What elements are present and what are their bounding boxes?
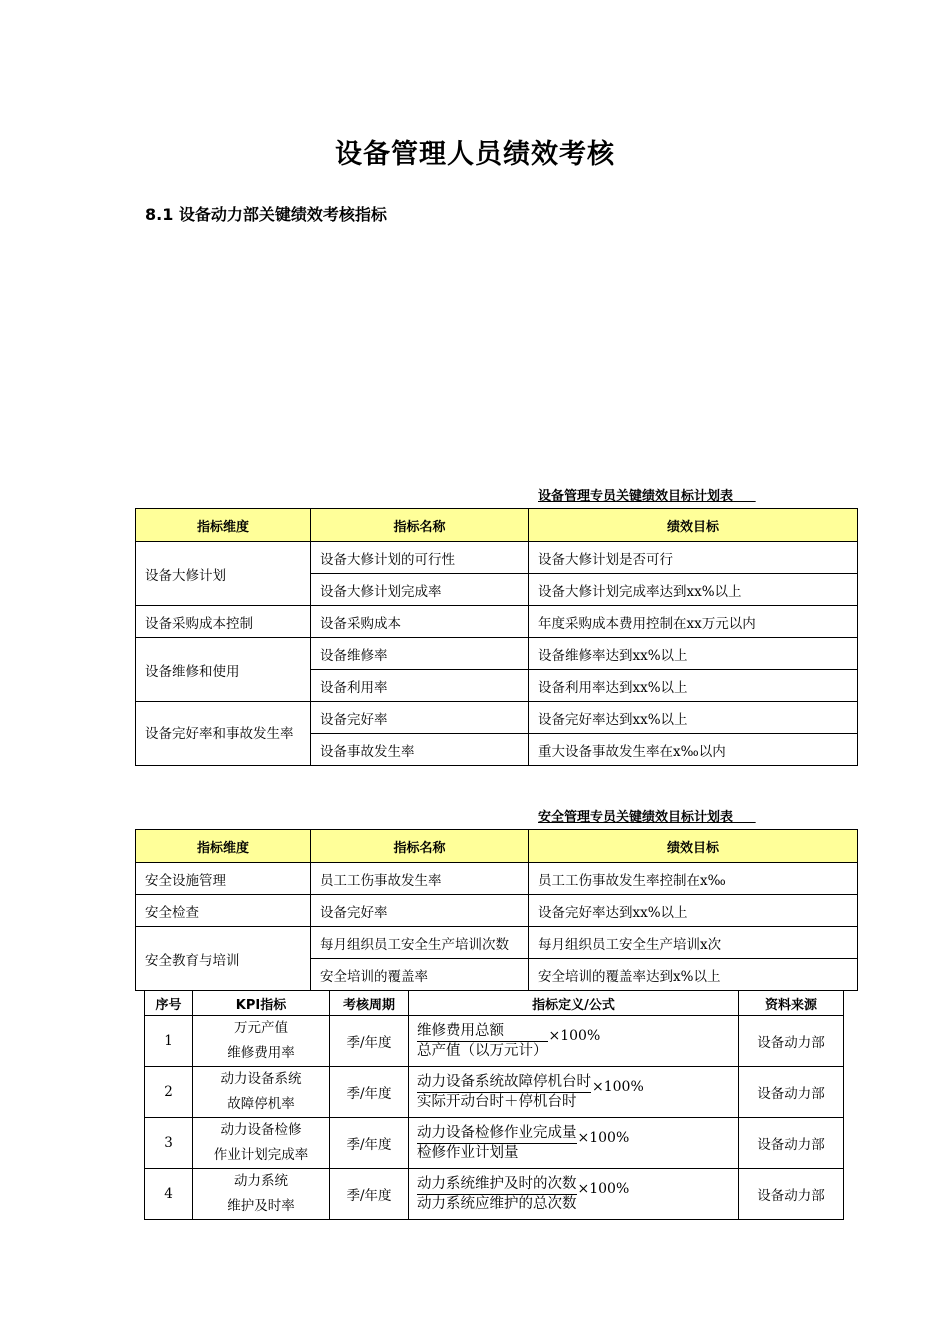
period-cell: 季/年度 [330,1067,409,1118]
formula-cell [409,1118,739,1169]
kpi-cell [193,1169,330,1220]
formula-multiplier: ×100% [577,1130,630,1146]
name-cell: 每月组织员工安全生产培训次数 [311,927,529,959]
header-no: 序号 [145,991,193,1016]
formula-numerator: 动力系统维护及时的次数 [417,1175,577,1195]
row-number: 3 [145,1118,193,1169]
table-row [145,1067,844,1118]
period-cell: 季/年度 [330,1169,409,1220]
table-row [136,895,858,927]
kpi-line-1: 万元产值 [234,1020,288,1036]
formula-denominator: 实际开动台时＋停机台时 [417,1093,577,1110]
name-cell: 员工工伤事故发生率 [311,863,529,895]
header-period: 考核周期 [330,991,409,1016]
kpi-cell [193,1016,330,1067]
target-cell: 重大设备事故发生率在x‰以内 [529,734,858,766]
table-row [136,542,858,574]
table-row [136,863,858,895]
header-dimension: 指标维度 [136,830,311,863]
kpi-cell [193,1067,330,1118]
table-row [145,1016,844,1067]
target-cell: 员工工伤事故发生率控制在x‰ [529,863,858,895]
header-formula: 指标定义/公式 [409,991,739,1016]
source-cell: 设备动力部 [739,1169,844,1220]
period-cell: 季/年度 [330,1118,409,1169]
kpi-line-1: 动力设备检修 [220,1122,302,1138]
name-cell: 设备完好率 [311,895,529,927]
formula-denominator: 检修作业计划量 [417,1144,519,1161]
formula-numerator: 动力设备检修作业完成量 [417,1124,577,1144]
formula-multiplier: ×100% [577,1181,630,1197]
kpi-line-1: 动力设备系统 [220,1071,302,1087]
dimension-cell: 设备大修计划 [136,542,311,606]
header-name: 指标名称 [311,830,529,863]
formula-cell [409,1016,739,1067]
table-row [145,1169,844,1220]
table-row [136,606,858,638]
table-header-row [136,830,858,863]
header-target: 绩效目标 [529,830,858,863]
source-cell: 设备动力部 [739,1067,844,1118]
kpi-line-1: 动力系统 [234,1173,288,1189]
period-cell: 季/年度 [330,1016,409,1067]
table-header-row [136,509,858,542]
formula-cell [409,1169,739,1220]
name-cell: 设备事故发生率 [311,734,529,766]
name-cell: 设备维修率 [311,638,529,670]
source-cell: 设备动力部 [739,1118,844,1169]
target-cell: 设备利用率达到xx%以上 [529,670,858,702]
dimension-cell: 设备完好率和事故发生率 [136,702,311,766]
row-number: 1 [145,1016,193,1067]
formula-denominator: 动力系统应维护的总次数 [417,1195,577,1212]
dimension-cell: 安全教育与培训 [136,927,311,991]
header-kpi: KPI指标 [193,991,330,1016]
formula-numerator: 维修费用总额 [417,1022,548,1042]
page-title: 设备管理人员绩效考核 [335,139,615,170]
table1-caption: 设备管理专员关键绩效目标计划表 [538,489,734,504]
target-cell: 设备完好率达到xx%以上 [529,702,858,734]
kpi-line-2: 作业计划完成率 [213,1147,309,1163]
name-cell: 安全培训的覆盖率 [311,959,529,991]
table-row [145,1118,844,1169]
formula-numerator: 动力设备系统故障停机台时 [417,1073,591,1093]
row-number: 2 [145,1067,193,1118]
table-row [136,927,858,959]
target-cell: 设备维修率达到xx%以上 [529,638,858,670]
dimension-cell: 设备维修和使用 [136,638,311,702]
source-cell: 设备动力部 [739,1016,844,1067]
formula-denominator: 总产值（以万元计） [417,1042,548,1059]
name-cell: 设备完好率 [311,702,529,734]
name-cell: 设备利用率 [311,670,529,702]
dimension-cell: 安全设施管理 [136,863,311,895]
target-cell: 年度采购成本费用控制在xx万元以内 [529,606,858,638]
formula-multiplier: ×100% [548,1028,601,1044]
row-number: 4 [145,1169,193,1220]
target-cell: 设备大修计划是否可行 [529,542,858,574]
dimension-cell: 安全检查 [136,895,311,927]
name-cell: 设备采购成本 [311,606,529,638]
table1 [135,508,858,766]
target-cell: 每月组织员工安全生产培训x次 [529,927,858,959]
header-name: 指标名称 [311,509,529,542]
target-cell: 设备大修计划完成率达到xx%以上 [529,574,858,606]
table2 [135,829,858,991]
target-cell: 设备完好率达到xx%以上 [529,895,858,927]
table2-caption: 安全管理专员关键绩效目标计划表 [538,810,734,825]
kpi-cell [193,1118,330,1169]
section-heading: 8.1 设备动力部关键绩效考核指标 [145,205,387,224]
header-source: 资料来源 [739,991,844,1016]
target-cell: 安全培训的覆盖率达到x%以上 [529,959,858,991]
kpi-line-2: 维护及时率 [227,1198,295,1214]
formula-multiplier: ×100% [592,1079,644,1095]
table3 [144,990,844,1220]
table-row [136,702,858,734]
table-row [136,638,858,670]
header-target: 绩效目标 [529,509,858,542]
name-cell: 设备大修计划的可行性 [311,542,529,574]
formula-cell [409,1067,739,1118]
kpi-line-2: 维修费用率 [227,1045,295,1061]
kpi-line-2: 故障停机率 [227,1096,295,1112]
header-dimension: 指标维度 [136,509,311,542]
table-header-row [145,991,844,1016]
name-cell: 设备大修计划完成率 [311,574,529,606]
dimension-cell: 设备采购成本控制 [136,606,311,638]
